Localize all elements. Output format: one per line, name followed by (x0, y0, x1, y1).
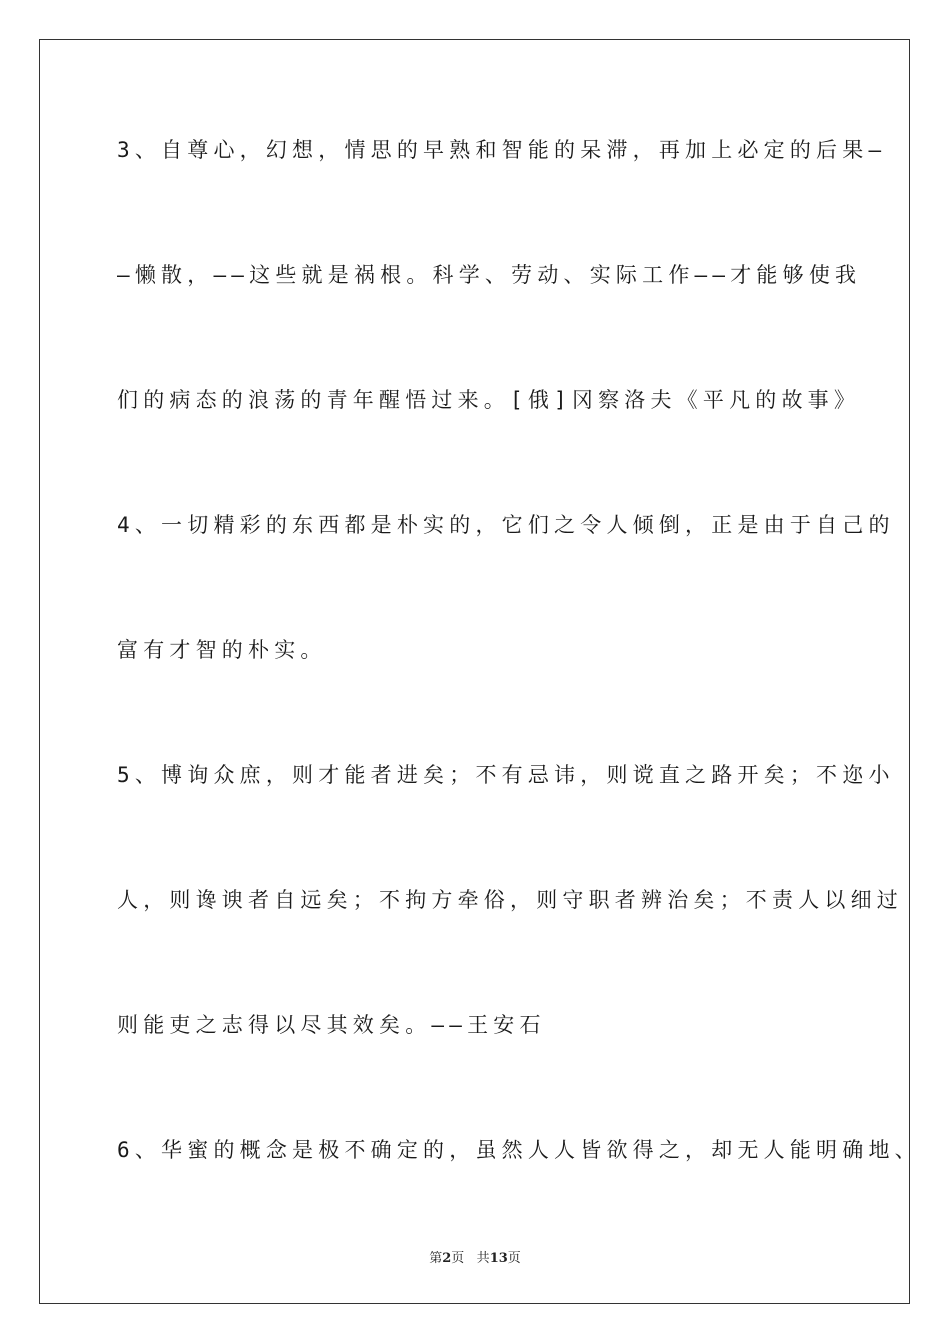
page-border (39, 39, 910, 1304)
footer-page-current: 2 (442, 1251, 452, 1266)
text-line-4: 4、一切精彩的东西都是朴实的，它们之令人倾倒，正是由于自己的 (117, 513, 895, 537)
text-line-3: 们的病态的浪荡的青年醒悟过来。[俄]冈察洛夫《平凡的故事》 (117, 388, 861, 412)
footer-page-prefix: 第 (429, 1251, 443, 1266)
text-line-5: 富有才智的朴实。 (117, 638, 327, 662)
text-line-1: 3、自尊心，幻想，情思的早熟和智能的呆滞，再加上必定的后果— (117, 138, 887, 162)
text-line-9: 6、华蜜的概念是极不确定的，虽然人人皆欲得之，却无人能明确地、 (117, 1138, 921, 1162)
footer-page-total: 13 (489, 1251, 508, 1266)
footer-page-suffix: 页 (451, 1251, 465, 1266)
text-line-8: 则能吏之志得以尽其效矣。——王安石 (117, 1013, 546, 1037)
footer-total-prefix: 共 (476, 1251, 490, 1266)
text-line-7: 人，则谗谀者自远矣；不拘方牵俗，则守职者辨治矣；不责人以细过 (117, 888, 903, 912)
text-line-6: 5、博询众庶，则才能者进矣；不有忌讳，则谠直之路开矣；不迩小 (117, 763, 895, 787)
footer-total-suffix: 页 (507, 1251, 521, 1266)
page-footer (0, 1247, 950, 1266)
text-line-2: —懒散，——这些就是祸根。科学、劳动、实际工作——才能够使我 (117, 263, 862, 287)
